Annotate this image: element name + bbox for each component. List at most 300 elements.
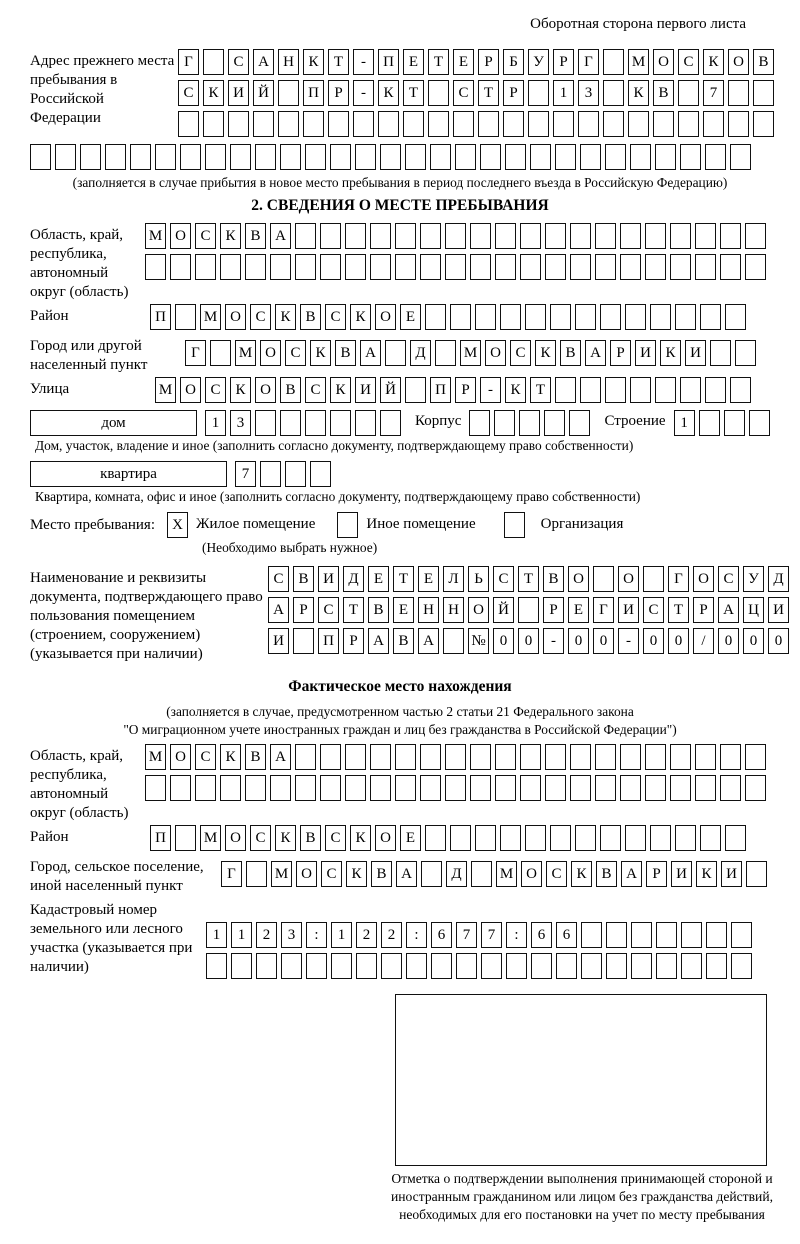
char-cell[interactable]	[270, 254, 291, 280]
char-cell[interactable]: С	[678, 49, 699, 75]
char-cell[interactable]: -	[618, 628, 639, 654]
char-cell[interactable]	[170, 254, 191, 280]
char-cell[interactable]: С	[205, 377, 226, 403]
char-cell[interactable]	[680, 144, 701, 170]
char-cell[interactable]: О	[170, 744, 191, 770]
char-cell[interactable]: К	[303, 49, 324, 75]
char-cell[interactable]	[581, 922, 602, 948]
char-cell[interactable]: В	[596, 861, 617, 887]
char-cell[interactable]: Г	[593, 597, 614, 623]
char-cell[interactable]: О	[485, 340, 506, 366]
char-cell[interactable]: А	[396, 861, 417, 887]
char-cell[interactable]	[175, 304, 196, 330]
char-cell[interactable]: И	[618, 597, 639, 623]
char-cell[interactable]	[530, 144, 551, 170]
char-cell[interactable]	[650, 304, 671, 330]
char-cell[interactable]	[280, 410, 301, 436]
char-cell[interactable]	[655, 144, 676, 170]
char-cell[interactable]	[699, 410, 720, 436]
char-cell[interactable]: У	[743, 566, 764, 592]
char-cell[interactable]: С	[178, 80, 199, 106]
char-cell[interactable]	[345, 744, 366, 770]
char-cell[interactable]	[695, 223, 716, 249]
char-cell[interactable]: Р	[503, 80, 524, 106]
char-cell[interactable]	[600, 825, 621, 851]
char-cell[interactable]: 1	[331, 922, 352, 948]
char-cell[interactable]	[520, 223, 541, 249]
char-cell[interactable]	[500, 304, 521, 330]
char-cell[interactable]: А	[621, 861, 642, 887]
char-cell[interactable]: М	[271, 861, 292, 887]
char-cell[interactable]: К	[220, 223, 241, 249]
char-cell[interactable]	[630, 377, 651, 403]
char-cell[interactable]: В	[368, 597, 389, 623]
char-cell[interactable]	[380, 144, 401, 170]
char-cell[interactable]	[706, 953, 727, 979]
char-cell[interactable]: С	[718, 566, 739, 592]
char-cell[interactable]: К	[703, 49, 724, 75]
char-cell[interactable]	[645, 254, 666, 280]
char-cell[interactable]: К	[628, 80, 649, 106]
char-cell[interactable]	[405, 144, 426, 170]
char-cell[interactable]	[581, 953, 602, 979]
char-cell[interactable]: В	[543, 566, 564, 592]
char-cell[interactable]: Е	[393, 597, 414, 623]
char-cell[interactable]: В	[560, 340, 581, 366]
char-cell[interactable]: А	[270, 223, 291, 249]
char-cell[interactable]	[600, 304, 621, 330]
char-cell[interactable]	[700, 825, 721, 851]
char-cell[interactable]: Р	[293, 597, 314, 623]
char-cell[interactable]	[555, 377, 576, 403]
char-cell[interactable]	[220, 254, 241, 280]
char-cell[interactable]	[495, 254, 516, 280]
char-cell[interactable]: Ц	[743, 597, 764, 623]
char-cell[interactable]	[503, 111, 524, 137]
char-cell[interactable]	[470, 254, 491, 280]
char-cell[interactable]	[578, 111, 599, 137]
char-cell[interactable]: Р	[610, 340, 631, 366]
char-cell[interactable]: 0	[568, 628, 589, 654]
char-cell[interactable]: Г	[668, 566, 689, 592]
char-cell[interactable]	[580, 144, 601, 170]
char-cell[interactable]: №	[468, 628, 489, 654]
char-cell[interactable]: С	[305, 377, 326, 403]
char-cell[interactable]	[631, 953, 652, 979]
char-cell[interactable]	[405, 377, 426, 403]
char-cell[interactable]	[670, 254, 691, 280]
char-cell[interactable]	[205, 144, 226, 170]
char-cell[interactable]	[606, 953, 627, 979]
char-cell[interactable]: М	[145, 744, 166, 770]
char-cell[interactable]	[525, 825, 546, 851]
char-cell[interactable]: К	[230, 377, 251, 403]
char-cell[interactable]	[295, 223, 316, 249]
char-cell[interactable]	[570, 775, 591, 801]
char-cell[interactable]: 1	[231, 922, 252, 948]
char-cell[interactable]	[293, 628, 314, 654]
char-cell[interactable]: А	[253, 49, 274, 75]
char-cell[interactable]	[670, 744, 691, 770]
char-cell[interactable]: Й	[380, 377, 401, 403]
char-cell[interactable]: Г	[178, 49, 199, 75]
char-cell[interactable]: В	[245, 223, 266, 249]
char-cell[interactable]: К	[571, 861, 592, 887]
char-cell[interactable]: М	[628, 49, 649, 75]
char-cell[interactable]: Р	[543, 597, 564, 623]
char-cell[interactable]	[381, 953, 402, 979]
char-cell[interactable]	[455, 144, 476, 170]
char-cell[interactable]: 2	[381, 922, 402, 948]
char-cell[interactable]: О	[521, 861, 542, 887]
char-cell[interactable]	[370, 775, 391, 801]
char-cell[interactable]: /	[693, 628, 714, 654]
char-cell[interactable]	[545, 254, 566, 280]
char-cell[interactable]: 0	[518, 628, 539, 654]
char-cell[interactable]: Т	[530, 377, 551, 403]
char-cell[interactable]	[678, 80, 699, 106]
char-cell[interactable]: 1	[553, 80, 574, 106]
char-cell[interactable]: С	[250, 825, 271, 851]
char-cell[interactable]	[470, 744, 491, 770]
char-cell[interactable]	[730, 144, 751, 170]
char-cell[interactable]: 3	[230, 410, 251, 436]
char-cell[interactable]: 1	[674, 410, 695, 436]
char-cell[interactable]: А	[718, 597, 739, 623]
char-cell[interactable]: К	[275, 825, 296, 851]
char-cell[interactable]	[370, 223, 391, 249]
house-type-box[interactable]: дом	[30, 410, 197, 436]
char-cell[interactable]	[246, 861, 267, 887]
char-cell[interactable]	[603, 49, 624, 75]
char-cell[interactable]: К	[696, 861, 717, 887]
char-cell[interactable]	[220, 775, 241, 801]
char-cell[interactable]: О	[653, 49, 674, 75]
char-cell[interactable]	[605, 377, 626, 403]
char-cell[interactable]: С	[546, 861, 567, 887]
char-cell[interactable]: М	[235, 340, 256, 366]
char-cell[interactable]: В	[280, 377, 301, 403]
char-cell[interactable]: В	[335, 340, 356, 366]
char-cell[interactable]	[730, 377, 751, 403]
char-cell[interactable]: И	[671, 861, 692, 887]
char-cell[interactable]: О	[180, 377, 201, 403]
char-cell[interactable]: П	[303, 80, 324, 106]
char-cell[interactable]: О	[618, 566, 639, 592]
char-cell[interactable]: Н	[418, 597, 439, 623]
char-cell[interactable]	[528, 111, 549, 137]
char-cell[interactable]: К	[378, 80, 399, 106]
char-cell[interactable]	[130, 144, 151, 170]
char-cell[interactable]	[355, 144, 376, 170]
char-cell[interactable]	[720, 744, 741, 770]
char-cell[interactable]: Р	[328, 80, 349, 106]
char-cell[interactable]	[353, 111, 374, 137]
char-cell[interactable]: О	[568, 566, 589, 592]
char-cell[interactable]	[80, 144, 101, 170]
char-cell[interactable]	[203, 49, 224, 75]
char-cell[interactable]: К	[350, 825, 371, 851]
char-cell[interactable]: 3	[281, 922, 302, 948]
char-cell[interactable]	[575, 825, 596, 851]
char-cell[interactable]	[655, 377, 676, 403]
char-cell[interactable]: Е	[400, 304, 421, 330]
char-cell[interactable]	[495, 775, 516, 801]
char-cell[interactable]	[395, 254, 416, 280]
char-cell[interactable]: П	[378, 49, 399, 75]
char-cell[interactable]: Т	[343, 597, 364, 623]
char-cell[interactable]: К	[535, 340, 556, 366]
char-cell[interactable]	[695, 775, 716, 801]
char-cell[interactable]	[385, 340, 406, 366]
char-cell[interactable]	[745, 223, 766, 249]
char-cell[interactable]: И	[268, 628, 289, 654]
char-cell[interactable]	[445, 775, 466, 801]
char-cell[interactable]: 6	[431, 922, 452, 948]
char-cell[interactable]: Н	[443, 597, 464, 623]
char-cell[interactable]	[570, 223, 591, 249]
char-cell[interactable]	[420, 775, 441, 801]
char-cell[interactable]: Т	[518, 566, 539, 592]
char-cell[interactable]	[555, 144, 576, 170]
char-cell[interactable]	[145, 254, 166, 280]
char-cell[interactable]: П	[150, 825, 171, 851]
char-cell[interactable]	[231, 953, 252, 979]
char-cell[interactable]	[520, 744, 541, 770]
char-cell[interactable]	[310, 461, 331, 487]
char-cell[interactable]	[481, 953, 502, 979]
char-cell[interactable]	[681, 953, 702, 979]
char-cell[interactable]: П	[318, 628, 339, 654]
char-cell[interactable]: 7	[703, 80, 724, 106]
char-cell[interactable]	[253, 111, 274, 137]
char-cell[interactable]	[570, 744, 591, 770]
char-cell[interactable]: П	[150, 304, 171, 330]
char-cell[interactable]	[650, 825, 671, 851]
char-cell[interactable]	[520, 775, 541, 801]
char-cell[interactable]	[356, 953, 377, 979]
char-cell[interactable]	[450, 825, 471, 851]
char-cell[interactable]	[620, 254, 641, 280]
char-cell[interactable]	[306, 953, 327, 979]
char-cell[interactable]	[303, 111, 324, 137]
char-cell[interactable]: В	[293, 566, 314, 592]
char-cell[interactable]	[556, 953, 577, 979]
char-cell[interactable]	[420, 254, 441, 280]
char-cell[interactable]	[724, 410, 745, 436]
char-cell[interactable]	[431, 953, 452, 979]
char-cell[interactable]: М	[155, 377, 176, 403]
char-cell[interactable]: В	[371, 861, 392, 887]
char-cell[interactable]: К	[220, 744, 241, 770]
char-cell[interactable]	[643, 566, 664, 592]
char-cell[interactable]	[395, 223, 416, 249]
char-cell[interactable]: :	[306, 922, 327, 948]
char-cell[interactable]	[595, 775, 616, 801]
char-cell[interactable]	[370, 744, 391, 770]
char-cell[interactable]	[456, 953, 477, 979]
char-cell[interactable]: В	[300, 304, 321, 330]
char-cell[interactable]	[631, 922, 652, 948]
char-cell[interactable]	[478, 111, 499, 137]
char-cell[interactable]	[580, 377, 601, 403]
char-cell[interactable]	[256, 953, 277, 979]
char-cell[interactable]: 1	[205, 410, 226, 436]
char-cell[interactable]: И	[228, 80, 249, 106]
char-cell[interactable]: И	[355, 377, 376, 403]
char-cell[interactable]	[675, 825, 696, 851]
char-cell[interactable]	[593, 566, 614, 592]
char-cell[interactable]	[725, 825, 746, 851]
char-cell[interactable]	[320, 775, 341, 801]
char-cell[interactable]: :	[406, 922, 427, 948]
char-cell[interactable]: И	[685, 340, 706, 366]
char-cell[interactable]	[406, 953, 427, 979]
char-cell[interactable]	[425, 825, 446, 851]
char-cell[interactable]: В	[393, 628, 414, 654]
char-cell[interactable]	[494, 410, 515, 436]
char-cell[interactable]	[428, 111, 449, 137]
char-cell[interactable]: 0	[743, 628, 764, 654]
char-cell[interactable]: С	[325, 304, 346, 330]
char-cell[interactable]	[620, 223, 641, 249]
char-cell[interactable]	[745, 775, 766, 801]
char-cell[interactable]: А	[360, 340, 381, 366]
char-cell[interactable]	[728, 111, 749, 137]
char-cell[interactable]: М	[496, 861, 517, 887]
char-cell[interactable]	[320, 744, 341, 770]
char-cell[interactable]: Б	[503, 49, 524, 75]
char-cell[interactable]	[695, 254, 716, 280]
char-cell[interactable]	[745, 254, 766, 280]
char-cell[interactable]: С	[268, 566, 289, 592]
char-cell[interactable]: Е	[400, 825, 421, 851]
char-cell[interactable]: Е	[418, 566, 439, 592]
char-cell[interactable]: В	[753, 49, 774, 75]
char-cell[interactable]: Р	[646, 861, 667, 887]
char-cell[interactable]	[645, 775, 666, 801]
char-cell[interactable]	[520, 254, 541, 280]
char-cell[interactable]	[620, 744, 641, 770]
char-cell[interactable]	[505, 144, 526, 170]
char-cell[interactable]: 6	[556, 922, 577, 948]
char-cell[interactable]	[330, 410, 351, 436]
char-cell[interactable]	[550, 304, 571, 330]
char-cell[interactable]	[753, 111, 774, 137]
char-cell[interactable]: Е	[403, 49, 424, 75]
char-cell[interactable]: О	[375, 304, 396, 330]
char-cell[interactable]: Й	[493, 597, 514, 623]
char-cell[interactable]	[731, 953, 752, 979]
char-cell[interactable]: С	[195, 223, 216, 249]
char-cell[interactable]	[495, 744, 516, 770]
char-cell[interactable]	[270, 775, 291, 801]
char-cell[interactable]: А	[268, 597, 289, 623]
char-cell[interactable]	[746, 861, 767, 887]
char-cell[interactable]	[500, 825, 521, 851]
char-cell[interactable]: -	[353, 49, 374, 75]
char-cell[interactable]	[425, 304, 446, 330]
char-cell[interactable]	[531, 953, 552, 979]
char-cell[interactable]: В	[653, 80, 674, 106]
char-cell[interactable]: Г	[221, 861, 242, 887]
char-cell[interactable]: Е	[453, 49, 474, 75]
char-cell[interactable]	[695, 744, 716, 770]
char-cell[interactable]: С	[250, 304, 271, 330]
char-cell[interactable]: -	[480, 377, 501, 403]
char-cell[interactable]	[471, 861, 492, 887]
apartment-type-box[interactable]: квартира	[30, 461, 227, 487]
char-cell[interactable]	[453, 111, 474, 137]
char-cell[interactable]	[678, 111, 699, 137]
char-cell[interactable]: Н	[278, 49, 299, 75]
char-cell[interactable]	[469, 410, 490, 436]
char-cell[interactable]: О	[225, 304, 246, 330]
char-cell[interactable]	[605, 144, 626, 170]
char-cell[interactable]	[230, 144, 251, 170]
char-cell[interactable]	[680, 377, 701, 403]
char-cell[interactable]	[395, 775, 416, 801]
char-cell[interactable]: 7	[456, 922, 477, 948]
char-cell[interactable]	[280, 144, 301, 170]
char-cell[interactable]	[728, 80, 749, 106]
char-cell[interactable]	[281, 953, 302, 979]
char-cell[interactable]: Д	[410, 340, 431, 366]
char-cell[interactable]	[278, 80, 299, 106]
char-cell[interactable]: С	[643, 597, 664, 623]
char-cell[interactable]	[175, 825, 196, 851]
char-cell[interactable]	[305, 410, 326, 436]
char-cell[interactable]: А	[585, 340, 606, 366]
char-cell[interactable]: Д	[343, 566, 364, 592]
char-cell[interactable]: Р	[343, 628, 364, 654]
char-cell[interactable]	[570, 254, 591, 280]
char-cell[interactable]: 6	[531, 922, 552, 948]
char-cell[interactable]	[295, 254, 316, 280]
char-cell[interactable]: И	[721, 861, 742, 887]
char-cell[interactable]	[595, 744, 616, 770]
char-cell[interactable]	[545, 744, 566, 770]
char-cell[interactable]	[681, 922, 702, 948]
char-cell[interactable]	[706, 922, 727, 948]
char-cell[interactable]	[345, 775, 366, 801]
char-cell[interactable]	[285, 461, 306, 487]
char-cell[interactable]: -	[543, 628, 564, 654]
char-cell[interactable]	[506, 953, 527, 979]
char-cell[interactable]	[155, 144, 176, 170]
char-cell[interactable]: Р	[478, 49, 499, 75]
char-cell[interactable]: Р	[455, 377, 476, 403]
char-cell[interactable]	[105, 144, 126, 170]
char-cell[interactable]	[170, 775, 191, 801]
char-cell[interactable]: О	[255, 377, 276, 403]
char-cell[interactable]	[403, 111, 424, 137]
char-cell[interactable]	[470, 223, 491, 249]
char-cell[interactable]	[519, 410, 540, 436]
char-cell[interactable]	[528, 80, 549, 106]
char-cell[interactable]: Р	[553, 49, 574, 75]
char-cell[interactable]	[703, 111, 724, 137]
char-cell[interactable]	[420, 744, 441, 770]
char-cell[interactable]	[450, 304, 471, 330]
char-cell[interactable]	[445, 223, 466, 249]
char-cell[interactable]	[420, 223, 441, 249]
char-cell[interactable]: В	[300, 825, 321, 851]
char-cell[interactable]: Й	[253, 80, 274, 106]
char-cell[interactable]	[749, 410, 770, 436]
char-cell[interactable]	[705, 144, 726, 170]
char-cell[interactable]	[260, 461, 281, 487]
